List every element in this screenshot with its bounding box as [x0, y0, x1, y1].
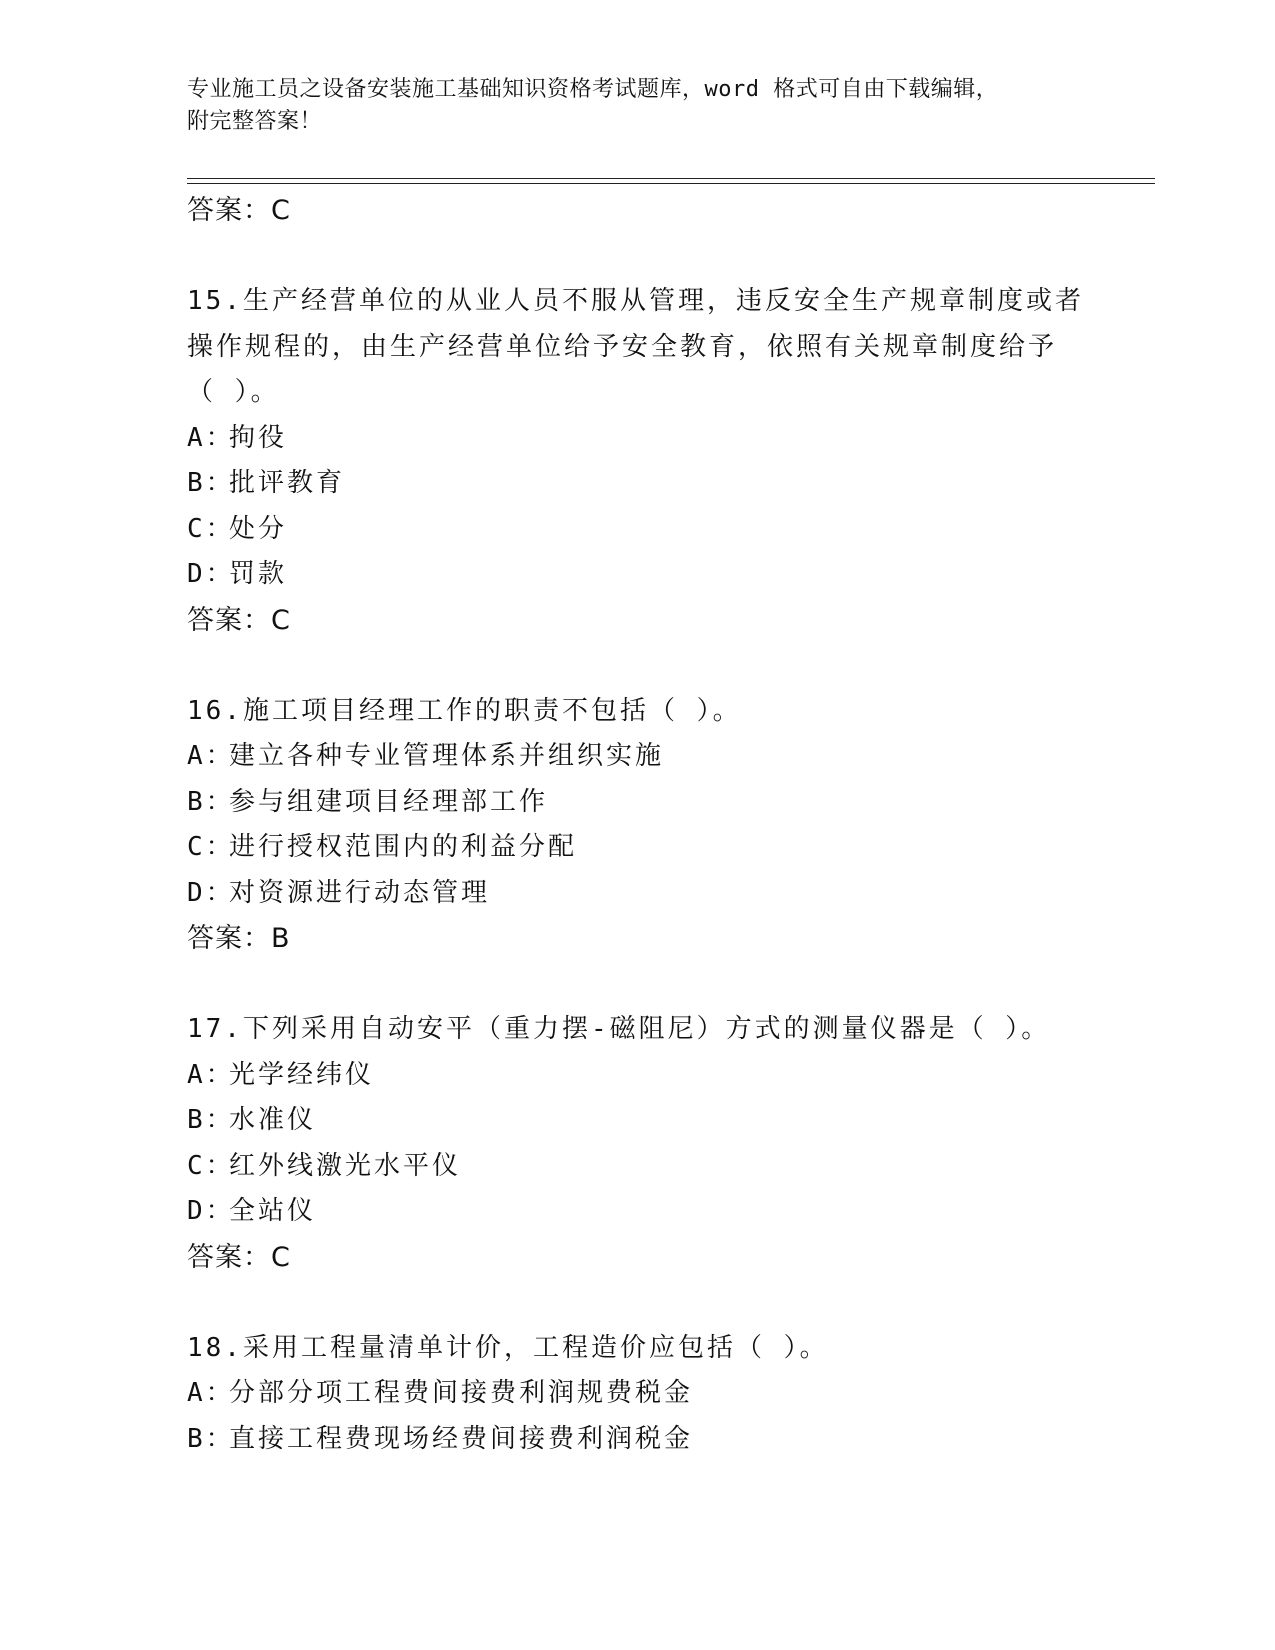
document-header: [187, 74, 1067, 138]
spacer: [187, 962, 1087, 1008]
option-letter: C：: [187, 1150, 235, 1181]
option-letter: D：: [187, 1196, 235, 1226]
question-17-option-c: [187, 1144, 1087, 1190]
header-divider-bottom: [187, 183, 1155, 184]
option-text: 红外线激光水平仪: [229, 1150, 462, 1181]
question-16-option-c: [187, 825, 1087, 871]
option-letter: C：: [187, 513, 235, 544]
spacer: [187, 643, 1087, 689]
question-15-option-b: [187, 461, 1087, 507]
question-15: [187, 279, 1087, 643]
option-text: 对资源进行动态管理: [229, 877, 491, 908]
option-letter: A：: [187, 422, 235, 453]
question-15-option-a: [187, 416, 1087, 462]
question-18-text-1: 18.采用工程量清单计价，工程造价应包括（ ）。: [187, 1332, 829, 1363]
question-15-text-2: 操作规程的，由生产经营单位给予安全教育，依照有关规章制度给予: [187, 331, 1058, 362]
question-15-text-1: 15.生产经营单位的从业人员不服从管理，违反安全生产规章制度或者: [187, 286, 1084, 316]
option-text: 批评教育: [229, 468, 346, 498]
question-15-text-3: （ ）。: [187, 377, 280, 407]
option-letter: B：: [187, 1423, 235, 1454]
option-letter: D：: [187, 877, 235, 908]
question-18: [187, 1326, 1087, 1463]
spacer: [187, 1280, 1087, 1326]
option-text: 全站仪: [229, 1196, 317, 1226]
previous-answer: 答案：C: [187, 195, 291, 226]
option-letter: C：: [187, 832, 235, 862]
question-16-text-1: 16.施工项目经理工作的职责不包括（ ）。: [187, 695, 742, 726]
question-16-option-d: [187, 871, 1087, 917]
option-text: 拘役: [229, 422, 288, 453]
option-text: 直接工程费现场经费间接费利润税金: [229, 1423, 694, 1454]
question-17-option-a: [187, 1053, 1087, 1099]
option-text: 分部分项工程费间接费利润规费税金: [229, 1378, 694, 1408]
question-15-option-d: [187, 552, 1087, 598]
question-17: [187, 1007, 1087, 1280]
question-15-answer: 答案：C: [187, 604, 291, 636]
option-text: 光学经纬仪: [229, 1059, 375, 1090]
header-line-2: 附完整答案！: [187, 109, 323, 134]
option-text: 参与组建项目经理部工作: [229, 786, 549, 817]
option-letter: A：: [187, 1378, 235, 1408]
option-letter: A：: [187, 741, 235, 771]
question-list: [187, 188, 1087, 1462]
option-letter: B：: [187, 1105, 235, 1135]
option-letter: D：: [187, 559, 235, 589]
question-15-option-c: [187, 507, 1087, 553]
question-16-answer: 答案：B: [187, 923, 291, 954]
option-text: 罚款: [229, 559, 288, 589]
option-text: 处分: [229, 513, 288, 544]
question-16: [187, 689, 1087, 962]
option-letter: B：: [187, 786, 235, 817]
option-text: 建立各种专业管理体系并组织实施: [229, 741, 665, 771]
option-letter: A：: [187, 1059, 235, 1090]
question-16-option-a: [187, 734, 1087, 780]
header-line-1: 专业施工员之设备安装施工基础知识资格考试题库，word 格式可自由下载编辑，: [187, 77, 999, 102]
question-18-option-b: [187, 1417, 1087, 1463]
question-17-answer: 答案：C: [187, 1241, 291, 1273]
option-text: 水准仪: [229, 1105, 317, 1135]
question-17-option-b: [187, 1098, 1087, 1144]
option-letter: B：: [187, 468, 235, 498]
question-17-text-1: 17.下列采用自动安平（重力摆-磁阻尼）方式的测量仪器是（ ）。: [187, 1014, 1051, 1044]
question-18-option-a: [187, 1371, 1087, 1417]
header-divider-top: [187, 178, 1155, 179]
question-17-option-d: [187, 1189, 1087, 1235]
option-text: 进行授权范围内的利益分配: [229, 832, 578, 862]
question-16-option-b: [187, 780, 1087, 826]
spacer: [187, 234, 1087, 280]
